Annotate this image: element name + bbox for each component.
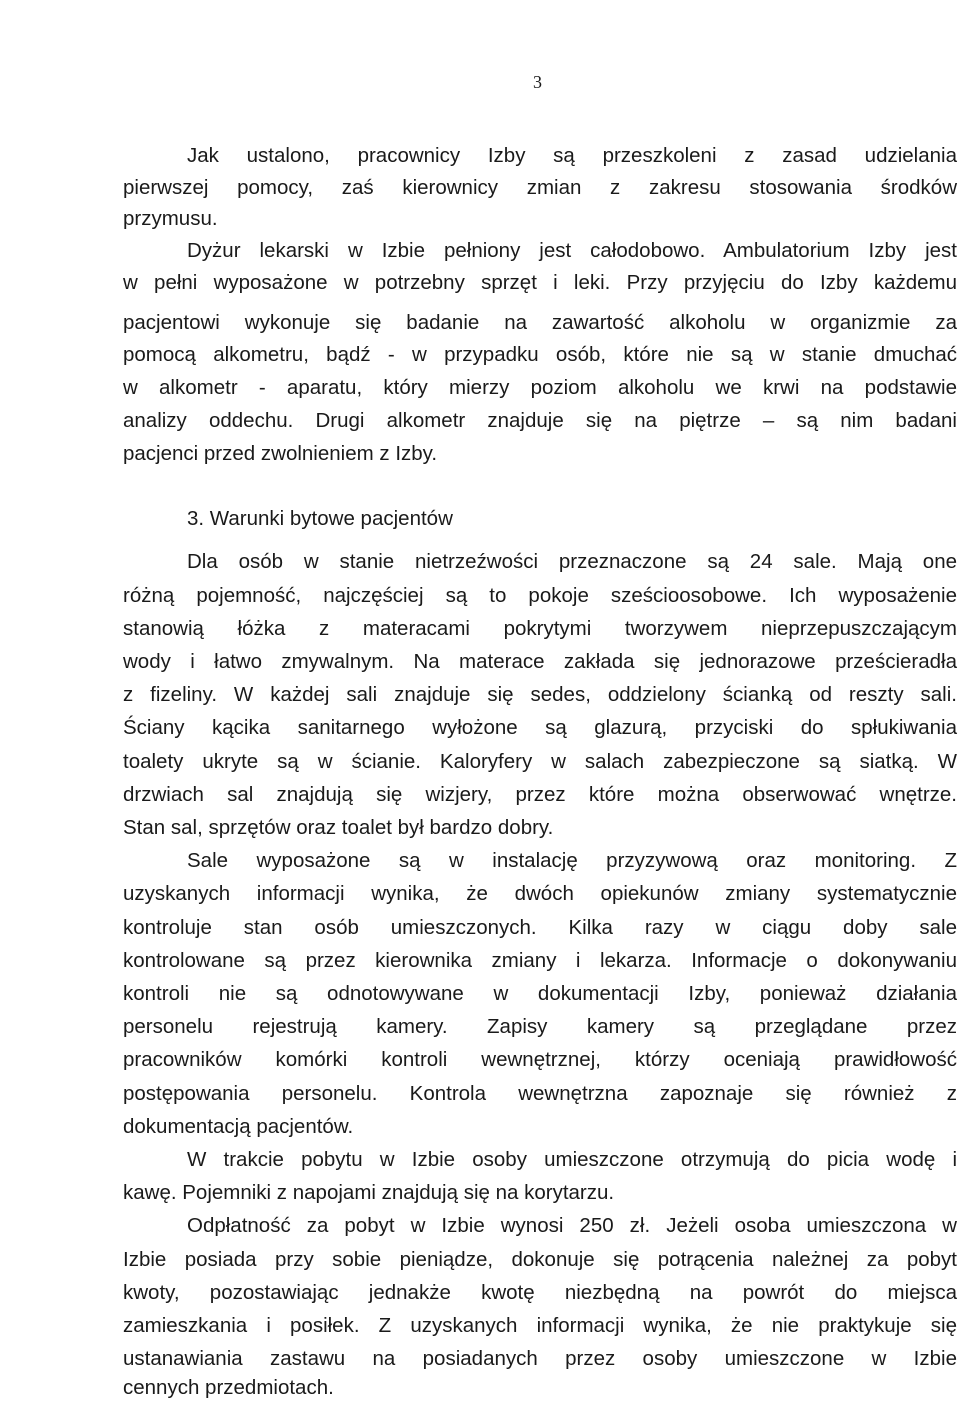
section-heading: 3. Warunki bytowe pacjentów bbox=[187, 507, 453, 530]
text-line: kawę. Pojemniki z napojami znajdują się na korytarzu. bbox=[123, 1181, 615, 1204]
text-line: kontroli nie są odnotowywane w dokumentacji Izby, ponieważ działania bbox=[123, 982, 957, 1005]
text-line: pacjentowi wykonuje się badanie na zawartość alkoholu w organizmie za bbox=[123, 311, 957, 334]
text-line: pracowników komórki kontroli wewnętrznej, którzy oceniają prawidłowość bbox=[123, 1048, 957, 1071]
text-line: Dla osób w stanie nietrzeźwości przeznaczone są 24 sale. Mają one bbox=[187, 550, 957, 573]
text-line: uzyskanych informacji wynika, że dwóch opiekunów zmiany systematycznie bbox=[123, 882, 957, 905]
text-line: analizy oddechu. Drugi alkometr znajduje się na piętrze – są nim badani bbox=[123, 409, 957, 432]
text-line: kontroluje stan osób umieszczonych. Kilka razy w ciągu doby sale bbox=[123, 916, 957, 939]
text-line: drzwiach sal znajdują się wizjery, przez które można obserwować wnętrze. bbox=[123, 783, 957, 806]
text-line: różną pojemność, najczęściej są to pokoje sześcioosobowe. Ich wyposażenie bbox=[123, 584, 957, 607]
text-line: kontrolowane są przez kierownika zmiany i lekarza. Informacje o dokonywaniu bbox=[123, 949, 957, 972]
text-line: wody i łatwo zmywalnym. Na materace zakłada się jednorazowe prześcieradła bbox=[123, 650, 957, 673]
text-line: Odpłatność za pobyt w Izbie wynosi 250 zł. Jeżeli osoba umieszczona w bbox=[187, 1214, 957, 1237]
text-line: kwoty, pozostawiając jednakże kwotę niezbędną na powrót do miejsca bbox=[123, 1281, 957, 1304]
text-line: W trakcie pobytu w Izbie osoby umieszczone otrzymują do picia wodę i bbox=[187, 1148, 957, 1171]
text-line: dokumentacją pacjentów. bbox=[123, 1115, 354, 1138]
text-line: pacjenci przed zwolnieniem z Izby. bbox=[123, 442, 438, 465]
text-line: z fizeliny. W każdej sali znajduje się sedes, oddzielony ścianką od reszty sali. bbox=[123, 683, 957, 706]
text-line: Izbie posiada przy sobie pieniądze, dokonuje się potrącenia należnej za pobyt bbox=[123, 1248, 957, 1271]
text-line: postępowania personelu. Kontrola wewnętrzna zapoznaje się również z bbox=[123, 1082, 957, 1105]
text-line: Sale wyposażone są w instalację przyzywową oraz monitoring. Z bbox=[187, 849, 957, 872]
page-number: 3 bbox=[533, 72, 542, 92]
text-line: toalety ukryte są w ścianie. Kaloryfery w salach zabezpieczone są siatką. W bbox=[123, 750, 957, 773]
text-line: w pełni wyposażone w potrzebny sprzęt i leki. Przy przyjęciu do Izby każdemu bbox=[123, 271, 957, 294]
text-line: przymusu. bbox=[123, 207, 218, 230]
text-line: pomocą alkometru, bądź - w przypadku osób, które nie są w stanie dmuchać bbox=[123, 343, 957, 366]
text-line: ustanawiania zastawu na posiadanych przez osoby umieszczone w Izbie bbox=[123, 1347, 957, 1370]
text-line: zamieszkania i posiłek. Z uzyskanych informacji wynika, że nie praktykuje się bbox=[123, 1314, 957, 1337]
text-line: personelu rejestrują kamery. Zapisy kamery są przeglądane przez bbox=[123, 1015, 957, 1038]
text-line: w alkometr - aparatu, który mierzy poziom alkoholu we krwi na podstawie bbox=[123, 376, 957, 399]
text-line: Ściany kącika sanitarnego wyłożone są glazurą, przyciski do spłukiwania bbox=[123, 716, 957, 739]
text-line: Jak ustalono, pracownicy Izby są przeszkoleni z zasad udzielania bbox=[187, 144, 957, 167]
text-line: stanowią łóżka z materacami pokrytymi tworzywem nieprzepuszczającym bbox=[123, 617, 957, 640]
text-line: Dyżur lekarski w Izbie pełniony jest całodobowo. Ambulatorium Izby jest bbox=[187, 239, 957, 262]
text-line: pierwszej pomocy, zaś kierownicy zmian z zakresu stosowania środków bbox=[123, 176, 957, 199]
text-line: Stan sal, sprzętów oraz toalet był bardzo dobry. bbox=[123, 816, 554, 839]
text-line: cennych przedmiotach. bbox=[123, 1376, 334, 1399]
